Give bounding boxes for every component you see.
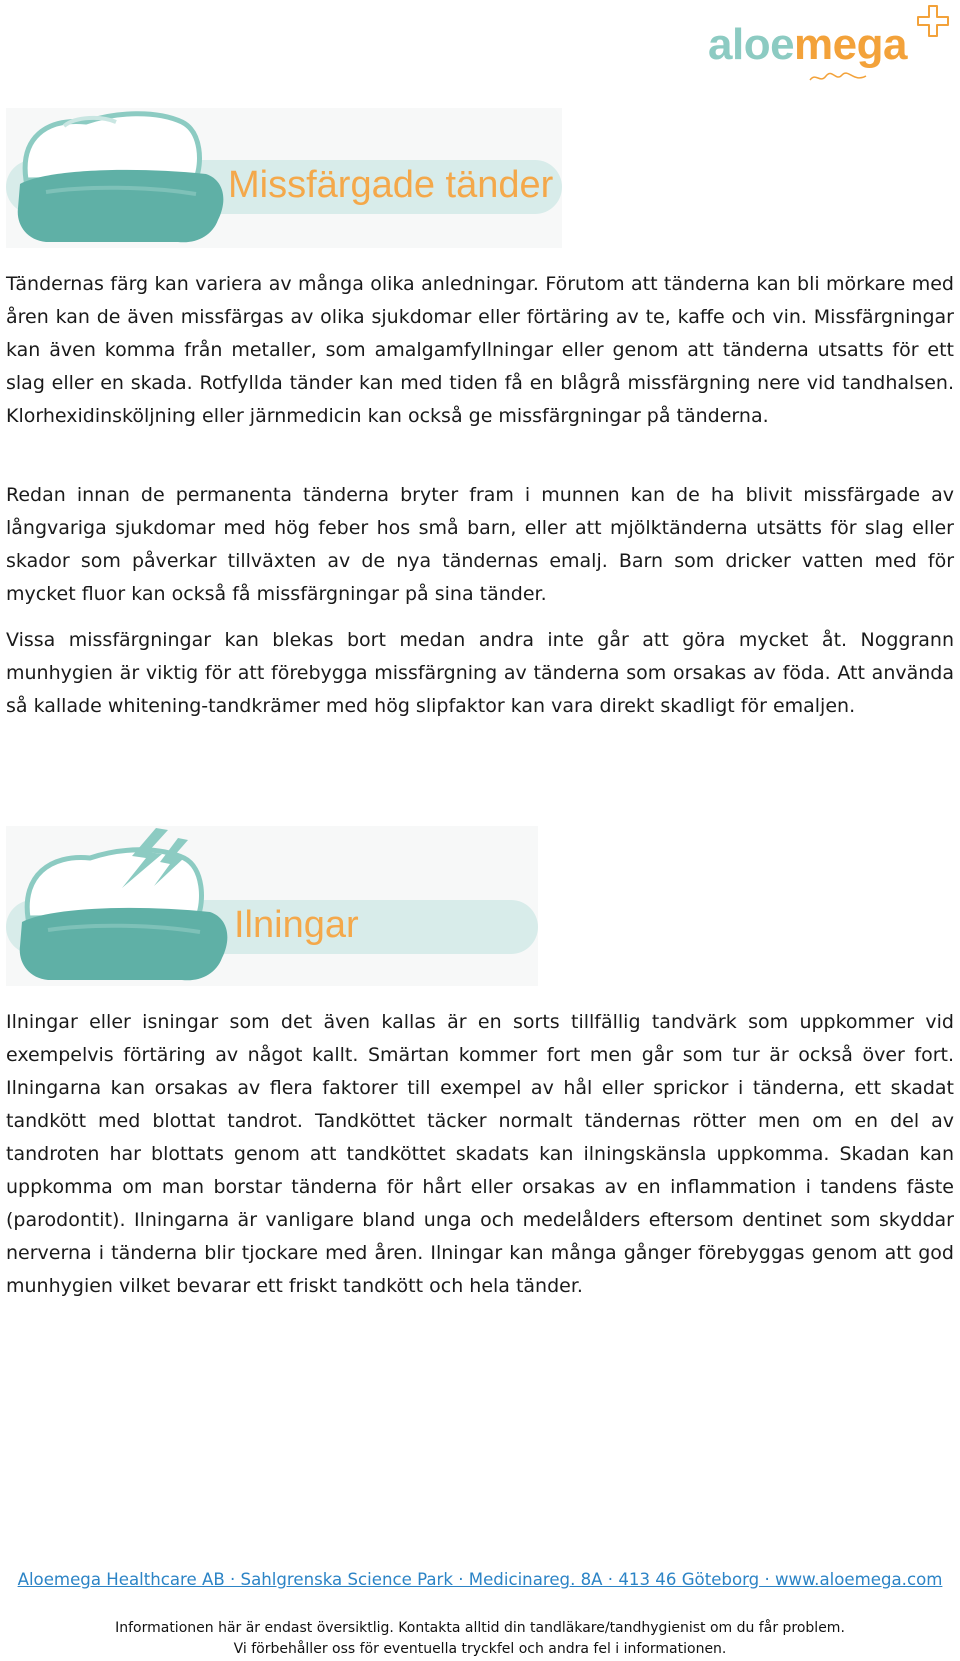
section-banner-ilningar — [6, 826, 538, 986]
aloemega-logo — [700, 2, 958, 92]
logo-wordmark: aloemega — [708, 20, 907, 69]
paragraph: Tändernas färg kan variera av många olika anledningar. Förutom att tänderna kan bli mörkare med åren kan de även missfärgas av olika sjukdomar eller förtäring av te, kaffe och vin. Missfärgningar kan även komma från metaller, som amalgamfyllningar eller genom att tänderna utsatts för ett slag eller en skada. Rotfyllda tänder kan med tiden få en blågrå missfärgning nere vid tandhalsen. Klorhexidinsköljning eller järnmedicin kan också ge missfärgningar på tänderna. — [6, 273, 954, 427]
footer-disclaimer-line2: Vi förbehåller oss för eventuella tryckfel och andra fel i informationen. — [233, 1641, 727, 1657]
paragraph: Vissa missfärgningar kan blekas bort medan andra inte går att göra mycket åt. Noggrann munhygien är viktig för att förebygga missfärgning av tänderna som orsakas av föda. Att använda så kallade whitening-tandkrämer med hög slipfaktor kan vara direkt skadligt för emaljen. — [6, 629, 954, 717]
logo-tagline — [808, 70, 868, 87]
section-banner-missfargade — [6, 108, 562, 248]
footer-disclaimer-line1: Informationen här är endast översiktlig. Kontakta alltid din tandläkare/tandhygienist om du får problem. — [115, 1620, 845, 1636]
section-title: Missfärgade tänder — [228, 164, 554, 206]
footer-company-link[interactable]: Aloemega Healthcare AB · Sahlgrenska Science Park · Medicinareg. 8A · 413 46 Göteborg · www.aloemega.com — [17, 1570, 943, 1589]
paragraph: Redan innan de permanenta tänderna bryter fram i munnen kan de ha blivit missfärgade av långvariga sjukdomar med hög feber hos små barn, eller att mjölktänderna utsätts för slag eller skador som påverkar tillväxten av de nya tändernas emalj. Barn som dricker vatten med för mycket fluor kan också få missfärgningar på sina tänder. — [6, 484, 954, 605]
section-title: Ilningar — [234, 904, 359, 946]
paragraph: Ilningar eller isningar som det även kallas är en sorts tillfällig tandvärk som uppkommer vid exempelvis förtäring av något kallt. Smärtan kommer fort men går som tur är också över fort. Ilningarna kan orsakas av flera faktorer till exempel av hål eller sprickor i tänderna, ett skadat tandkött med blottat tandrot. Tandköttet täcker normalt tändernas rötter men om en del av tandroten har blottats genom att tandköttet skadats kan ilningskänsla uppkomma. Skadan kan uppkomma om man borstar tänderna för hårt eller orsakas av en inflammation i tandens fäste (parodontit). Ilningarna är vanligare bland unga och medelålders eftersom dentinet som skyddar nerverna i tänderna blir tjockare med åren. Ilningar kan många gånger förebyggas genom att god munhygien vilket bevarar ett friskt tandkött och hela tänder. — [6, 1011, 954, 1297]
logo-cross-icon — [916, 4, 950, 38]
